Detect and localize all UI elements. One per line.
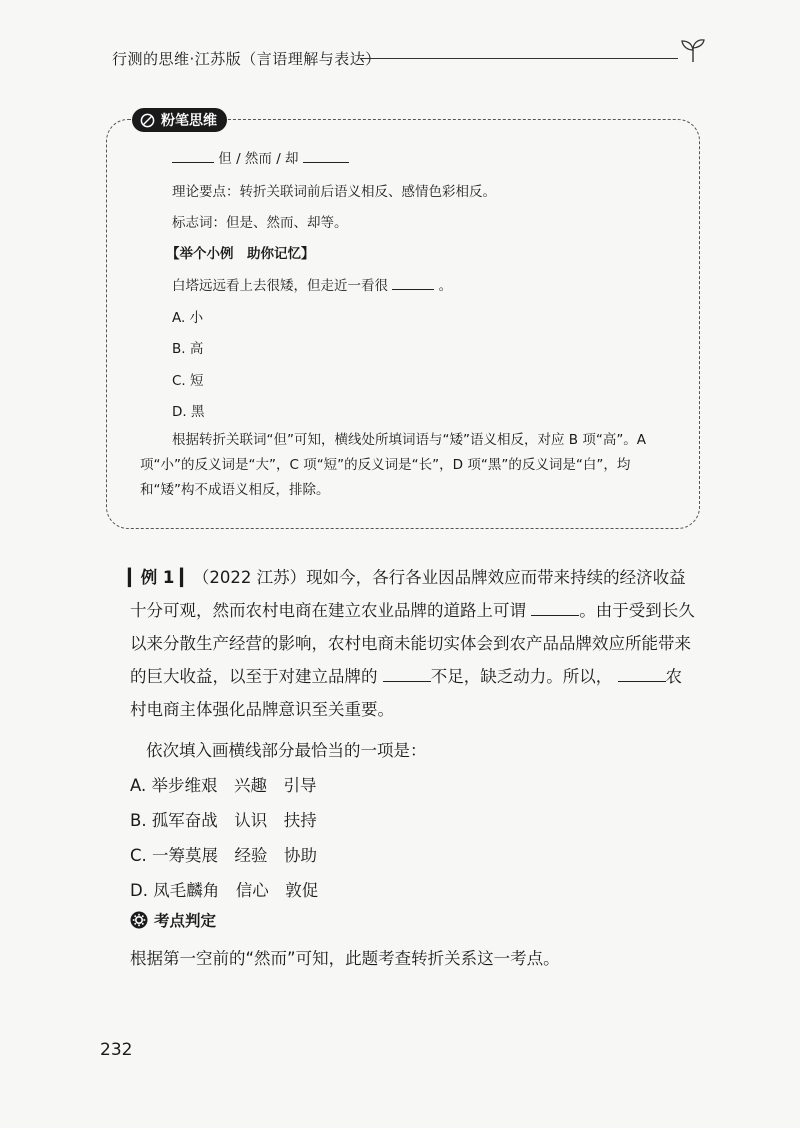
example-explanation: 根据转折关联词“但”可知，横线处所填词语与“矮”语义相反，对应 B 项“高”。A 项“小”的反义词是“大”，C 项“短”的反义词是“长”，D 项“黑”的反义词是“白”，均和“矮”构不成语义相反，排除。	[140, 432, 647, 498]
example-option: A. 小	[172, 310, 204, 326]
question-prompt: 依次填入画横线部分最恰当的一项是：	[146, 741, 427, 760]
question-option: D. 凤毛麟角 信心 敦促	[130, 881, 319, 900]
blank	[392, 277, 434, 290]
kaodian-text: 根据第一空前的“然而”可知，此题考查转折关系这一考点。	[130, 949, 560, 968]
badge-label: 粉笔思维	[161, 113, 217, 129]
gear-icon	[130, 911, 148, 929]
blank	[172, 150, 214, 163]
example-option: D. 黑	[172, 404, 205, 420]
kaodian-heading	[130, 909, 216, 931]
blank	[383, 669, 431, 682]
example-question	[172, 274, 452, 294]
header-rule	[360, 58, 678, 59]
example-question-end: 。	[438, 278, 453, 294]
markers-line: 标志词：但是、然而、却等。	[172, 215, 348, 231]
question-text: 。由于受到长久以来分散生产经营的影响，农村电商未能切实体会到农产品品牌效应所能带来的巨大收益，以至于对建立品牌的	[130, 601, 695, 686]
no-sign-icon	[140, 113, 155, 128]
question-label: ▎例 1 ▎	[128, 568, 193, 587]
page-number: 232	[100, 1040, 133, 1060]
example-option: C. 短	[172, 373, 204, 389]
question-text: 不足，缺乏动力。所以，	[430, 667, 613, 686]
question-option: B. 孤军奋战 认识 扶持	[130, 811, 317, 830]
example-heading: 【举个小例 助你记忆】	[166, 246, 315, 262]
question-text: 现如今，各行各业因品牌效应而带来持续的经济收益十分可观，然而农村电商在建立农业品牌的道路上可谓	[130, 568, 686, 620]
theory-line: 理论要点：转折关联词前后语义相反、感情色彩相反。	[172, 184, 496, 200]
blank	[531, 603, 579, 616]
sprout-icon	[678, 36, 708, 64]
blank	[303, 150, 349, 163]
question-paragraph	[130, 561, 696, 726]
running-header: 行测的思维·江苏版（言语理解与表达）	[112, 50, 381, 68]
thinking-badge	[132, 108, 227, 132]
example-question-text: 白塔远远看上去很矮，但走近一看很	[172, 278, 388, 294]
kaodian-label: 考点判定	[154, 912, 217, 930]
example-option: B. 高	[172, 341, 204, 357]
question-text: 农村电商主体强化品牌意识至关重要。	[130, 667, 682, 719]
pattern-text: 但 / 然而 / 却	[218, 151, 299, 167]
question-source: （2022 江苏）	[192, 568, 307, 587]
question-option: C. 一筹莫展 经验 协助	[130, 846, 318, 865]
blank	[618, 669, 666, 682]
question-option: A. 举步维艰 兴趣 引导	[130, 776, 317, 795]
pattern-line	[172, 147, 349, 167]
